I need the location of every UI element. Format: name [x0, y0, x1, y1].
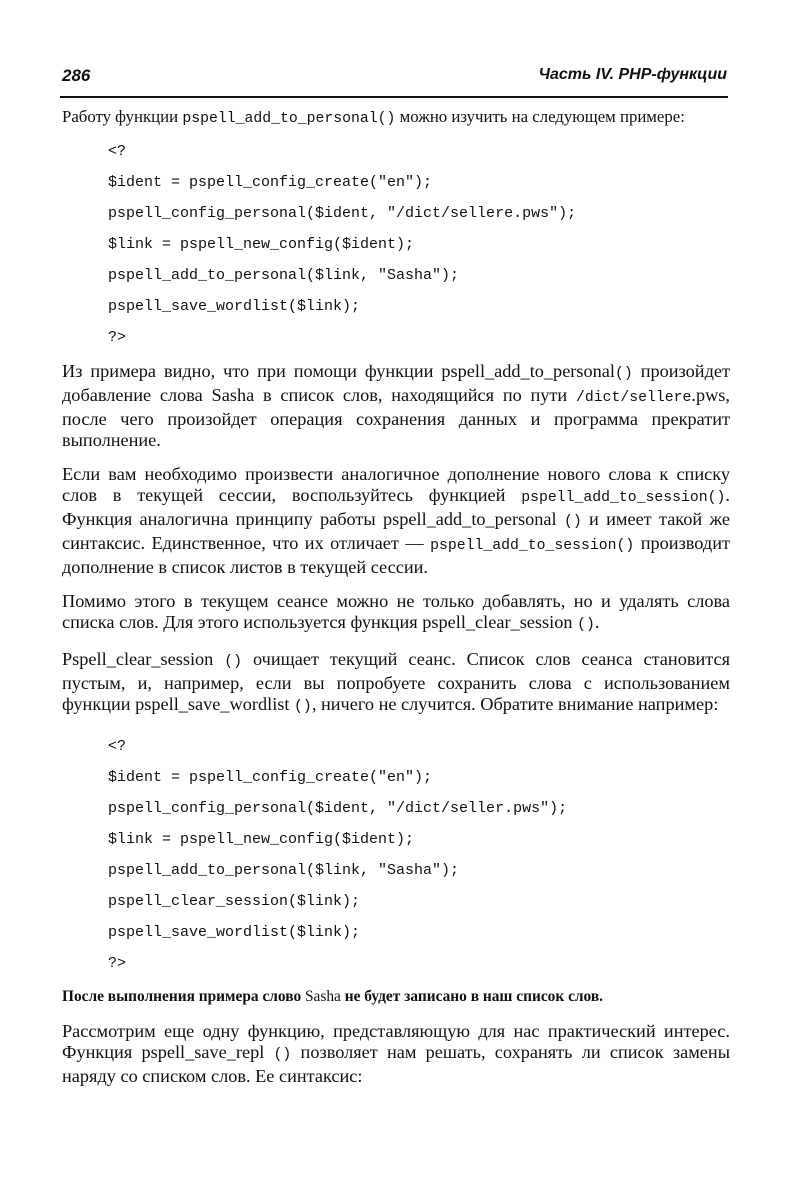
code-line: $link = pspell_new_config($ident); [108, 831, 415, 848]
code-line: <? [108, 143, 127, 160]
running-header: Часть IV. PHP-функции [538, 66, 727, 83]
paragraph-2: Если вам необходимо произвести аналогичное дополнение нового слова к списку слов в текущей сессии, воспользуйтесь функцией pspell_add_to_session(). Функция аналогична принципу работы pspell_add_to_personal () и имеет такой же синтаксис. Единственное, что их отличает — pspell_add_to_session() производит дополнение в список листов в текущей сессии. [62, 464, 731, 577]
code-line: $link = pspell_new_config($ident); [108, 236, 415, 253]
code-block-2 [108, 731, 730, 979]
paragraph-5: Рассмотрим еще одну функцию, представляющую для нас практический интерес. Функция pspell_save_repl () позволяет нам решать, сохранять ли список замены наряду со списком слов. Ее синтаксис: [62, 1021, 730, 1086]
code-line: pspell_save_wordlist($link); [108, 924, 361, 941]
code-line: ?> [108, 955, 127, 972]
code-line: ?> [108, 329, 127, 346]
paragraph-3: Помимо этого в текущем сеансе можно не только добавлять, но и удалять слова списка слов. Для этого используется функция pspell_clear_session (). [62, 591, 730, 633]
code-line: $ident = pspell_config_create("en"); [108, 769, 433, 786]
code-line: pspell_add_to_personal($link, "Sasha"); [108, 267, 460, 284]
code-line: pspell_save_wordlist($link); [108, 298, 361, 315]
paragraph-1: Из примера видно, что при помощи функции pspell_add_to_personal() произойдет добавление слова Sasha в список слов, находящийся по пути /dict/sellere.pws, после чего произойдет операция сохранения данных и программа прекратит выполнение. [62, 361, 730, 450]
result-note: После выполнения примера слово Sasha не будет записано в наш список слов. [62, 988, 604, 1005]
intro-paragraph: Работу функции pspell_add_to_personal() можно изучить на следующем примере: [62, 107, 685, 127]
paragraph-4: Pspell_clear_session () очищает текущий сеанс. Список слов сеанса становится пустым, и, например, если вы попробуете сохранить слова с использованием функции pspell_save_wordlist (), ничего не случится. Обратите внимание например: [62, 649, 730, 715]
code-line: $ident = pspell_config_create("en"); [108, 174, 433, 191]
code-block-1 [108, 136, 730, 353]
code-line: pspell_config_personal($ident, "/dict/seller.pws"); [108, 800, 568, 817]
code-line: pspell_config_personal($ident, "/dict/sellere.pws"); [108, 205, 577, 222]
code-line: pspell_clear_session($link); [108, 893, 361, 910]
page-number: 286 [62, 66, 91, 85]
code-line: <? [108, 738, 127, 755]
header-rule [60, 96, 728, 98]
code-line: pspell_add_to_personal($link, "Sasha"); [108, 862, 460, 879]
page-body [62, 106, 730, 1100]
